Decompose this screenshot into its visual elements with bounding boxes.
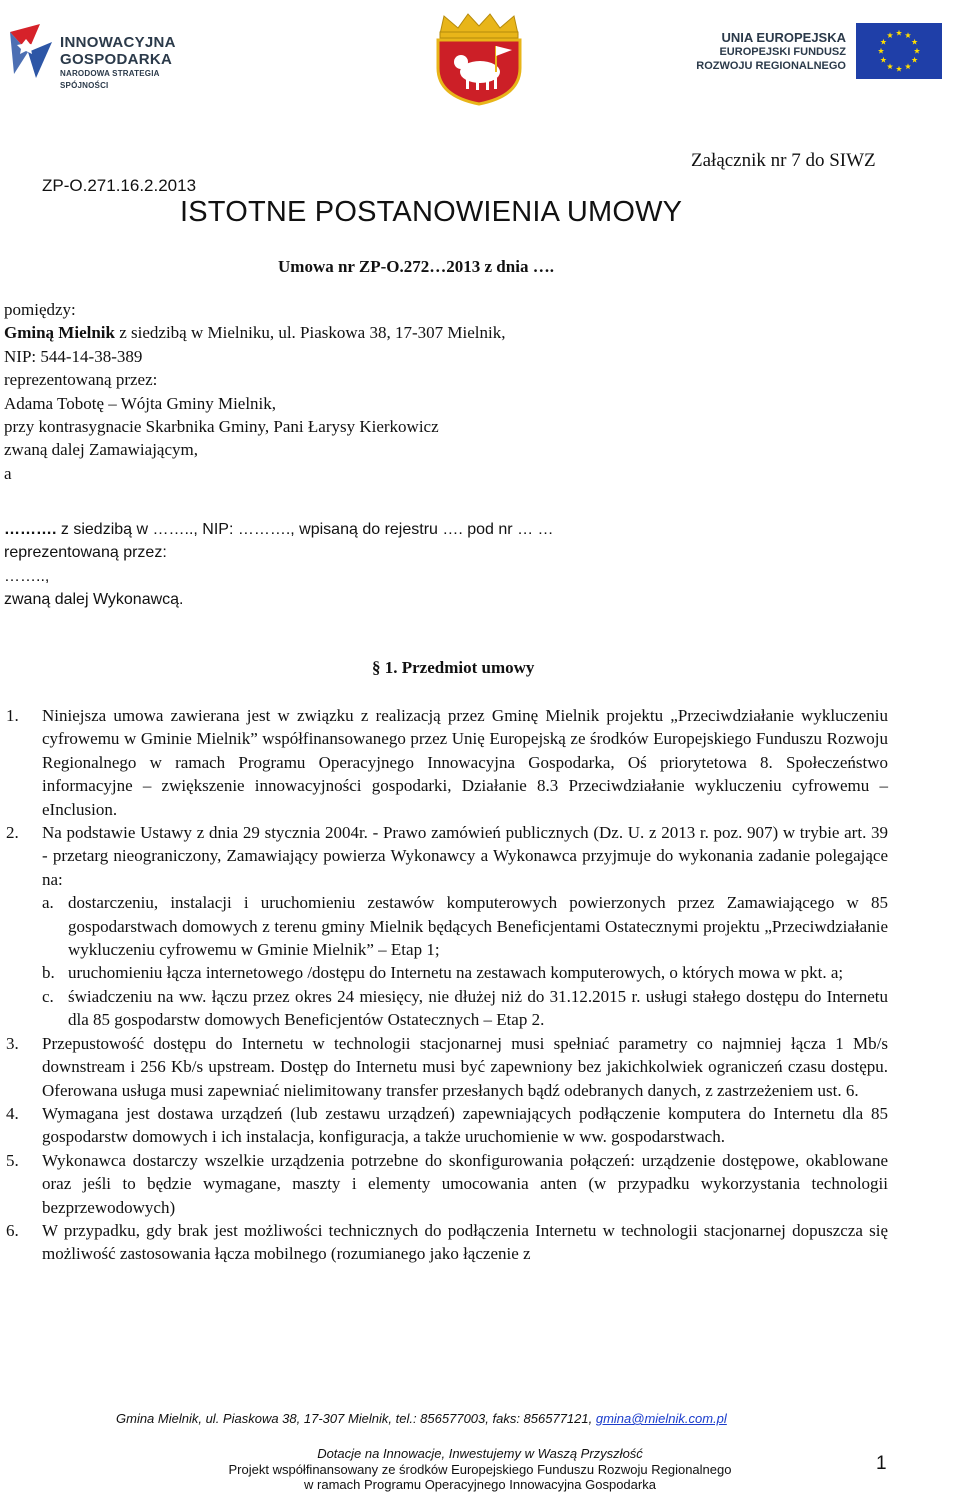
- clause-number: 3.: [6, 1033, 19, 1053]
- page-title: ISTOTNE POSTANOWIENIA UMOWY: [180, 196, 683, 228]
- party-line-text: reprezentowaną przez:: [4, 370, 158, 390]
- party-line-text: Adama Tobotę – Wójta Gminy Mielnik,: [4, 393, 277, 413]
- clauses-list: [0, 704, 960, 1266]
- party-line: [4, 345, 904, 368]
- contractor-line: [4, 588, 904, 611]
- eu-flag-icon: [856, 23, 942, 79]
- contractor-line-text: zwaną dalej Wykonawcą.: [4, 591, 184, 609]
- clause-number: 1.: [6, 706, 19, 725]
- footer-address: [116, 1411, 727, 1426]
- footer-programme: w ramach Programu Operacyjnego Innowacyjna Gospodarka: [304, 1477, 656, 1492]
- contractor-line-text: ……..,: [4, 567, 50, 585]
- clause-text: Wymagana jest dostawa urządzeń (lub zestawu urządzeń) zapewniających podłączenie komputera do Internetu dla 85 gospodarstw domowych i ich instalacja, konfiguracja, a także uruchomienie w ww. gospodarstwach.: [42, 1103, 888, 1147]
- subitem-text: dostarczeniu, instalacji i uruchomieniu zestawów komputerowych powierzonych przez Zamawiającego w 85 gospodarstwach domowych z terenu gminy Mielnik będących Beneficjentami Ostatecznymi projektu „Przeciwdziałanie wykluczeniu cyfrowemu w Gminie Mielnik” – Etap 1;: [68, 893, 888, 960]
- ig-logo-line2: GOSPODARKA: [60, 51, 173, 68]
- clause-item: [0, 1032, 960, 1102]
- eu-logo-line3: ROZWOJU REGIONALNEGO: [696, 60, 846, 72]
- party-line: [4, 462, 904, 485]
- contractor-line-text: z siedzibą w …….., NIP: ………., wpisaną do rejestru …. pod nr … …: [56, 521, 554, 538]
- footer-funding-info: [0, 1446, 960, 1493]
- subitem-text: świadczeniu na ww. łączu przez okres 24 miesięcy, nie dłużej niż do 31.12.2015 r. usługi stałego dostępu do Internetu dla 85 gospodarstw domowych Beneficjentów Ostatecznych – Etap 2.: [68, 986, 888, 1030]
- footer-address-text: Gmina Mielnik, ul. Piaskowa 38, 17-307 Mielnik, tel.: 856577003, faks: 856577121,: [116, 1411, 596, 1426]
- clause-subitem: [0, 985, 960, 1032]
- ig-logo-line3: NARODOWA STRATEGIA SPÓJNOŚCI: [60, 69, 160, 90]
- clause-item: [0, 821, 960, 891]
- clause-number: 6.: [6, 1220, 19, 1240]
- party-line-text: zwaną dalej Zamawiającym,: [4, 440, 198, 460]
- clause-item: [0, 1219, 960, 1266]
- mielnik-coat-of-arms-icon: [430, 12, 528, 106]
- ig-emblem-icon: [6, 22, 56, 82]
- innowacyjna-gospodarka-logo: [6, 22, 206, 90]
- party-line-text: przy kontrasygnacie Skarbnika Gminy, Pani Łarysy Kierkowicz: [4, 417, 439, 437]
- clause-item: [0, 1149, 960, 1219]
- subitem-text: uruchomieniu łącza internetowego /dostępu do Internetu na zestawach komputerowych, o których mowa w pkt. a;: [68, 963, 844, 983]
- clause-item: [0, 1102, 960, 1149]
- contractor-line: [4, 518, 904, 541]
- clause-subitem: [0, 961, 960, 984]
- contractor-line: [4, 565, 904, 588]
- party-line: [4, 415, 904, 438]
- eu-logo-line2: EUROPEJSKI FUNDUSZ: [719, 46, 846, 58]
- party-line: [4, 438, 904, 461]
- eu-erdf-logo: [674, 20, 944, 80]
- contractor-line-text: reprezentowaną przez:: [4, 544, 167, 562]
- clause-text: W przypadku, gdy brak jest możliwości technicznych do podłączenia Internetu w technologii stacjonarnej dopuszcza się możliwość zastosowania łącza mobilnego (rozumianego jako łączenie z: [42, 1220, 888, 1264]
- footer-slogan: Dotacje na Innowacje, Inwestujemy w Waszą Przyszłość: [317, 1446, 643, 1461]
- section-heading: § 1. Przedmiot umowy: [372, 658, 535, 677]
- party-line: [4, 392, 904, 415]
- subitem-letter: b.: [42, 963, 55, 983]
- ig-logo-line1: INNOWACYJNA: [60, 34, 176, 51]
- party-line: [4, 368, 904, 391]
- clause-subitem: [0, 891, 960, 961]
- contractor-block: [4, 518, 904, 612]
- contractor-line: [4, 541, 904, 564]
- clause-number: 4.: [6, 1103, 19, 1123]
- clause-number: 2.: [6, 823, 19, 843]
- party-line-bold: Gminą Mielnik: [4, 323, 115, 343]
- annex-label: Załącznik nr 7 do SIWZ: [691, 150, 876, 171]
- party-line: [4, 321, 904, 344]
- document-reference: ZP-O.271.16.2.2013: [42, 176, 197, 195]
- contract-number-line: Umowa nr ZP-O.272…2013 z dnia ….: [278, 257, 554, 276]
- parties-block: [4, 298, 904, 485]
- party-line: [4, 298, 904, 321]
- subitem-letter: a.: [42, 893, 54, 913]
- party-line-text: a: [4, 463, 12, 483]
- clause-text: Wykonawca dostarczy wszelkie urządzenia potrzebne do skonfigurowania połączeń: urządzenie dostępowe, okablowane oraz jeśli to będzie wymagane, maszty i elementy umocowania anten (w przypadku wykorzystania technologii bezprzewodowych): [42, 1150, 888, 1217]
- clause-item: [0, 704, 960, 821]
- clause-text: Niniejsza umowa zawierana jest w związku z realizacją przez Gminę Mielnik projektu „Przeciwdziałanie wykluczeniu cyfrowemu w Gminie Mielnik” współfinansowanego przez Unię Europejską ze środków Europejskiego Funduszu Rozwoju Regionalnego w ramach Programu Operacyjnego Innowacyjna Gospodarka, Oś priorytetowa 8. Społeczeństwo informacyjne – zwiększenie innowacyjności gospodarki, Działanie 8.3 Przeciwdziałanie wykluczeniu cyfrowemu – eInclusion.: [42, 706, 888, 819]
- footer-cofinancing: Projekt współfinansowany ze środków Europejskiego Funduszu Rozwoju Regionalnego: [228, 1461, 732, 1477]
- eu-logo-line1: UNIA EUROPEJSKA: [721, 30, 846, 45]
- clause-text: Na podstawie Ustawy z dnia 29 stycznia 2004r. - Prawo zamówień publicznych (Dz. U. z 2013 r. poz. 907) w trybie art. 39 - przetarg nieograniczony, Zamawiający powierza Wykonawcy a Wykonawca przyjmuje do wykonania zadanie polegające na:: [42, 823, 888, 889]
- footer-email-link[interactable]: gmina@mielnik.com.pl: [595, 1411, 727, 1426]
- page-number: 1: [876, 1453, 887, 1474]
- party-line-text: z siedzibą w Mielniku, ul. Piaskowa 38, 17-307 Mielnik,: [114, 323, 506, 343]
- party-line-text: NIP: 544-14-38-389: [4, 346, 143, 366]
- clause-text: Przepustowość dostępu do Internetu w technologii stacjonarnej musi spełniać parametry co najmniej łącza 1 Mb/s downstream i 256 Kb/s upstream. Dostęp do Internetu musi być zapewniony bez jakichkolwiek ograniczeń czasu dostępu. Oferowana usługa musi zapewniać nielimitowany transfer przesłanych bądź odebranych danych, z zastrzeżeniem ust. 6.: [42, 1033, 888, 1100]
- subitem-letter: c.: [42, 986, 54, 1006]
- party-line-text: pomiędzy:: [4, 300, 76, 319]
- clause-number: 5.: [6, 1150, 19, 1170]
- contractor-line-bold: ……….: [4, 521, 57, 538]
